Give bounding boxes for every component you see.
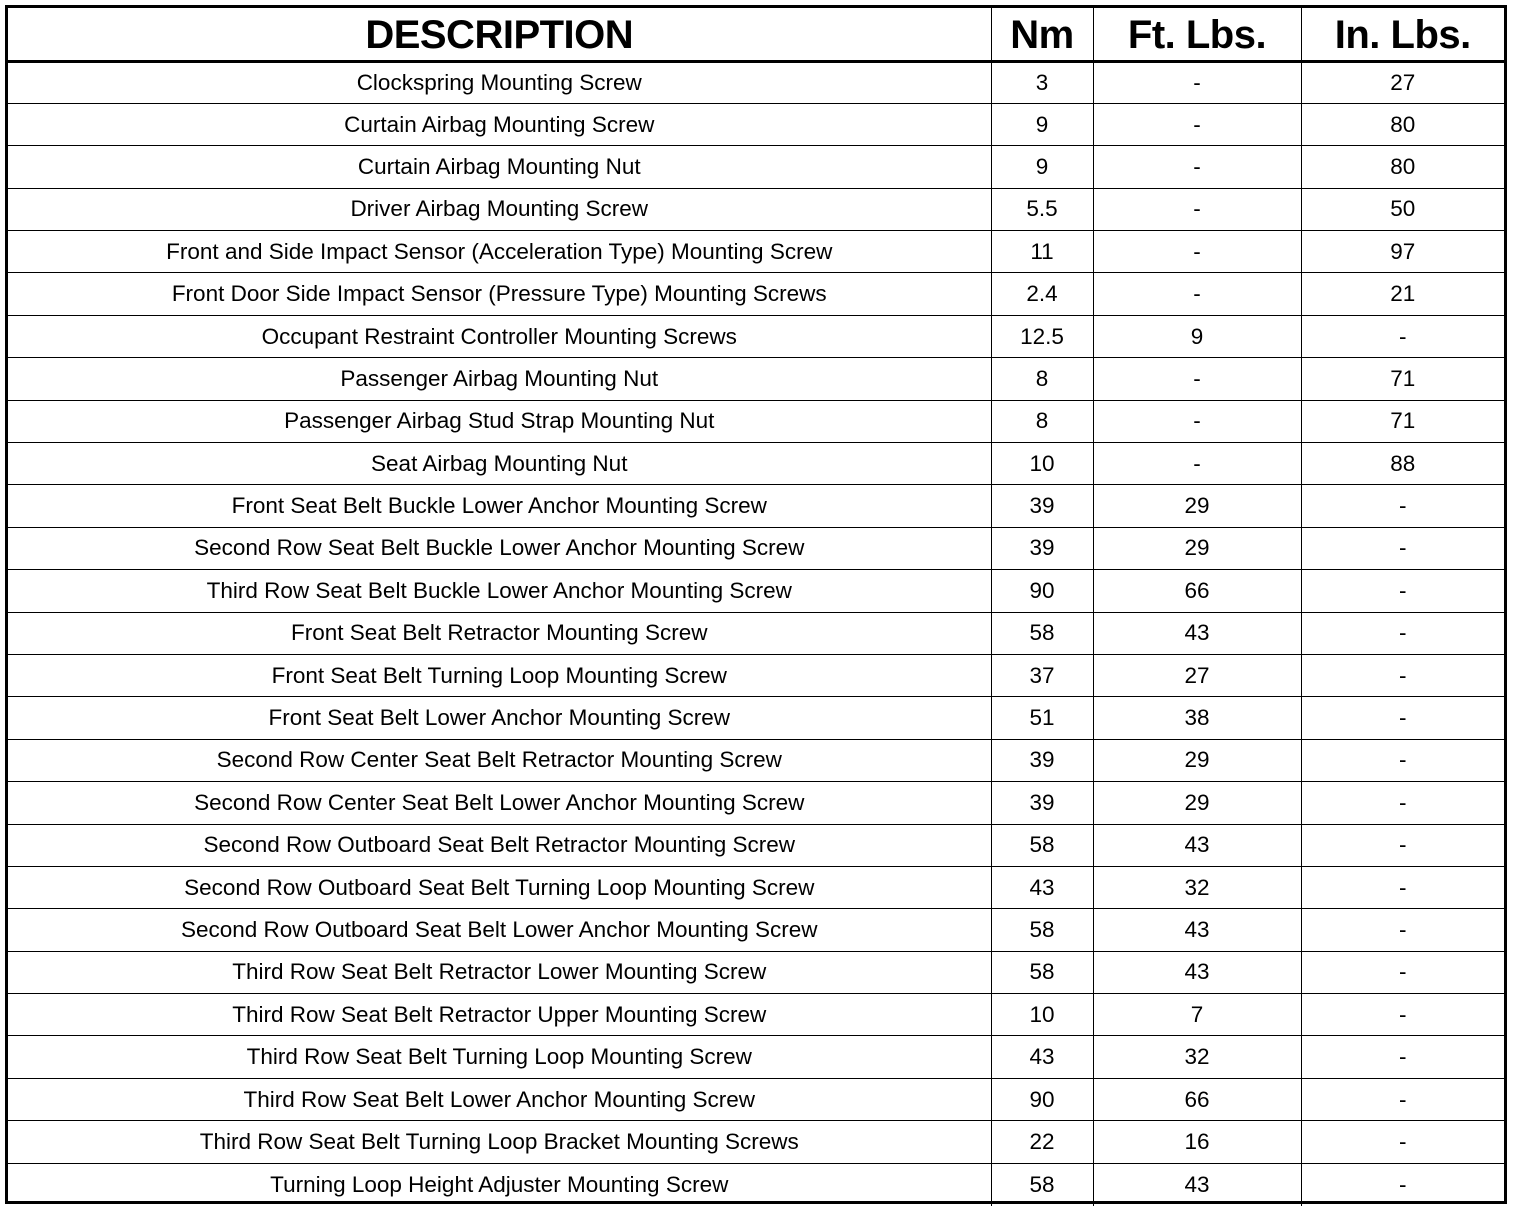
cell-in-lbs: - bbox=[1301, 1078, 1504, 1120]
cell-description: Second Row Center Seat Belt Lower Anchor Mounting Screw bbox=[8, 782, 991, 824]
cell-ft-lbs: - bbox=[1093, 188, 1301, 230]
cell-ft-lbs: - bbox=[1093, 146, 1301, 188]
cell-in-lbs: - bbox=[1301, 1121, 1504, 1163]
cell-nm: 37 bbox=[991, 654, 1093, 696]
cell-ft-lbs: 38 bbox=[1093, 697, 1301, 739]
cell-description: Curtain Airbag Mounting Nut bbox=[8, 146, 991, 188]
cell-in-lbs: - bbox=[1301, 485, 1504, 527]
cell-in-lbs: - bbox=[1301, 527, 1504, 569]
table-row bbox=[8, 612, 1504, 654]
cell-in-lbs: 97 bbox=[1301, 231, 1504, 273]
cell-description: Passenger Airbag Mounting Nut bbox=[8, 358, 991, 400]
table-row bbox=[8, 103, 1504, 145]
cell-in-lbs: - bbox=[1301, 697, 1504, 739]
table-row bbox=[8, 994, 1504, 1036]
cell-nm: 39 bbox=[991, 527, 1093, 569]
table-row bbox=[8, 951, 1504, 993]
cell-nm: 10 bbox=[991, 994, 1093, 1036]
table-row bbox=[8, 231, 1504, 273]
cell-nm: 9 bbox=[991, 146, 1093, 188]
cell-in-lbs: - bbox=[1301, 994, 1504, 1036]
torque-spec-sheet bbox=[5, 5, 1507, 1204]
table-row bbox=[8, 358, 1504, 400]
cell-ft-lbs: 66 bbox=[1093, 570, 1301, 612]
torque-spec-table bbox=[8, 8, 1504, 1206]
table-row bbox=[8, 400, 1504, 442]
cell-description: Third Row Seat Belt Retractor Lower Mounting Screw bbox=[8, 951, 991, 993]
cell-in-lbs: - bbox=[1301, 909, 1504, 951]
cell-ft-lbs: - bbox=[1093, 231, 1301, 273]
cell-description: Third Row Seat Belt Lower Anchor Mounting Screw bbox=[8, 1078, 991, 1120]
cell-nm: 58 bbox=[991, 612, 1093, 654]
cell-ft-lbs: 43 bbox=[1093, 909, 1301, 951]
cell-ft-lbs: 43 bbox=[1093, 612, 1301, 654]
cell-in-lbs: - bbox=[1301, 654, 1504, 696]
cell-ft-lbs: - bbox=[1093, 61, 1301, 103]
cell-description: Clockspring Mounting Screw bbox=[8, 61, 991, 103]
cell-description: Second Row Outboard Seat Belt Lower Anchor Mounting Screw bbox=[8, 909, 991, 951]
cell-nm: 11 bbox=[991, 231, 1093, 273]
cell-description: Second Row Outboard Seat Belt Retractor Mounting Screw bbox=[8, 824, 991, 866]
table-row bbox=[8, 782, 1504, 824]
cell-ft-lbs: - bbox=[1093, 273, 1301, 315]
cell-description: Front and Side Impact Sensor (Acceleration Type) Mounting Screw bbox=[8, 231, 991, 273]
cell-nm: 58 bbox=[991, 1163, 1093, 1205]
cell-nm: 8 bbox=[991, 358, 1093, 400]
cell-in-lbs: 27 bbox=[1301, 61, 1504, 103]
cell-description: Second Row Center Seat Belt Retractor Mounting Screw bbox=[8, 739, 991, 781]
cell-in-lbs: - bbox=[1301, 824, 1504, 866]
cell-ft-lbs: 43 bbox=[1093, 1163, 1301, 1205]
cell-ft-lbs: 29 bbox=[1093, 739, 1301, 781]
cell-ft-lbs: 29 bbox=[1093, 782, 1301, 824]
cell-description: Third Row Seat Belt Turning Loop Bracket Mounting Screws bbox=[8, 1121, 991, 1163]
cell-ft-lbs: 32 bbox=[1093, 1036, 1301, 1078]
cell-nm: 58 bbox=[991, 909, 1093, 951]
cell-ft-lbs: 16 bbox=[1093, 1121, 1301, 1163]
cell-nm: 39 bbox=[991, 485, 1093, 527]
table-row bbox=[8, 866, 1504, 908]
cell-nm: 51 bbox=[991, 697, 1093, 739]
cell-nm: 5.5 bbox=[991, 188, 1093, 230]
cell-description: Turning Loop Height Adjuster Mounting Screw bbox=[8, 1163, 991, 1205]
cell-description: Third Row Seat Belt Buckle Lower Anchor Mounting Screw bbox=[8, 570, 991, 612]
cell-ft-lbs: 43 bbox=[1093, 824, 1301, 866]
cell-in-lbs: 71 bbox=[1301, 400, 1504, 442]
table-row bbox=[8, 697, 1504, 739]
cell-in-lbs: 50 bbox=[1301, 188, 1504, 230]
cell-nm: 90 bbox=[991, 570, 1093, 612]
cell-ft-lbs: 66 bbox=[1093, 1078, 1301, 1120]
table-body bbox=[8, 61, 1504, 1206]
cell-in-lbs: - bbox=[1301, 866, 1504, 908]
table-row bbox=[8, 1078, 1504, 1120]
cell-ft-lbs: 7 bbox=[1093, 994, 1301, 1036]
table-row bbox=[8, 570, 1504, 612]
cell-nm: 58 bbox=[991, 824, 1093, 866]
cell-description: Front Seat Belt Lower Anchor Mounting Screw bbox=[8, 697, 991, 739]
cell-description: Seat Airbag Mounting Nut bbox=[8, 443, 991, 485]
cell-in-lbs: - bbox=[1301, 1036, 1504, 1078]
cell-in-lbs: 80 bbox=[1301, 103, 1504, 145]
cell-description: Front Door Side Impact Sensor (Pressure Type) Mounting Screws bbox=[8, 273, 991, 315]
cell-description: Front Seat Belt Buckle Lower Anchor Mounting Screw bbox=[8, 485, 991, 527]
table-row bbox=[8, 909, 1504, 951]
table-row bbox=[8, 1036, 1504, 1078]
cell-ft-lbs: 9 bbox=[1093, 315, 1301, 357]
table-row bbox=[8, 654, 1504, 696]
cell-description: Second Row Seat Belt Buckle Lower Anchor Mounting Screw bbox=[8, 527, 991, 569]
table-row bbox=[8, 824, 1504, 866]
cell-ft-lbs: 27 bbox=[1093, 654, 1301, 696]
cell-in-lbs: - bbox=[1301, 1163, 1504, 1205]
cell-description: Front Seat Belt Turning Loop Mounting Screw bbox=[8, 654, 991, 696]
table-row bbox=[8, 61, 1504, 103]
cell-nm: 39 bbox=[991, 739, 1093, 781]
cell-ft-lbs: - bbox=[1093, 400, 1301, 442]
table-row bbox=[8, 485, 1504, 527]
table-row bbox=[8, 273, 1504, 315]
cell-nm: 90 bbox=[991, 1078, 1093, 1120]
header-description: DESCRIPTION bbox=[8, 8, 991, 61]
cell-description: Second Row Outboard Seat Belt Turning Loop Mounting Screw bbox=[8, 866, 991, 908]
header-nm: Nm bbox=[991, 8, 1093, 61]
cell-nm: 39 bbox=[991, 782, 1093, 824]
table-row bbox=[8, 527, 1504, 569]
table-row bbox=[8, 1121, 1504, 1163]
cell-in-lbs: - bbox=[1301, 315, 1504, 357]
cell-nm: 2.4 bbox=[991, 273, 1093, 315]
table-header-row bbox=[8, 8, 1504, 61]
cell-in-lbs: 88 bbox=[1301, 443, 1504, 485]
cell-in-lbs: - bbox=[1301, 739, 1504, 781]
cell-ft-lbs: - bbox=[1093, 443, 1301, 485]
cell-in-lbs: - bbox=[1301, 782, 1504, 824]
table-row bbox=[8, 315, 1504, 357]
cell-nm: 22 bbox=[991, 1121, 1093, 1163]
cell-description: Passenger Airbag Stud Strap Mounting Nut bbox=[8, 400, 991, 442]
cell-description: Occupant Restraint Controller Mounting Screws bbox=[8, 315, 991, 357]
cell-nm: 10 bbox=[991, 443, 1093, 485]
cell-description: Third Row Seat Belt Turning Loop Mounting Screw bbox=[8, 1036, 991, 1078]
cell-nm: 43 bbox=[991, 1036, 1093, 1078]
cell-description: Front Seat Belt Retractor Mounting Screw bbox=[8, 612, 991, 654]
cell-nm: 9 bbox=[991, 103, 1093, 145]
table-row bbox=[8, 739, 1504, 781]
table-row bbox=[8, 146, 1504, 188]
cell-description: Third Row Seat Belt Retractor Upper Mounting Screw bbox=[8, 994, 991, 1036]
cell-in-lbs: 71 bbox=[1301, 358, 1504, 400]
cell-ft-lbs: - bbox=[1093, 358, 1301, 400]
cell-in-lbs: 21 bbox=[1301, 273, 1504, 315]
header-in-lbs: In. Lbs. bbox=[1301, 8, 1504, 61]
table-row bbox=[8, 1163, 1504, 1205]
cell-nm: 8 bbox=[991, 400, 1093, 442]
table-row bbox=[8, 188, 1504, 230]
cell-ft-lbs: 32 bbox=[1093, 866, 1301, 908]
cell-in-lbs: 80 bbox=[1301, 146, 1504, 188]
table-row bbox=[8, 443, 1504, 485]
cell-in-lbs: - bbox=[1301, 570, 1504, 612]
cell-nm: 12.5 bbox=[991, 315, 1093, 357]
cell-ft-lbs: - bbox=[1093, 103, 1301, 145]
cell-nm: 3 bbox=[991, 61, 1093, 103]
cell-in-lbs: - bbox=[1301, 612, 1504, 654]
cell-description: Curtain Airbag Mounting Screw bbox=[8, 103, 991, 145]
cell-in-lbs: - bbox=[1301, 951, 1504, 993]
cell-nm: 58 bbox=[991, 951, 1093, 993]
cell-ft-lbs: 43 bbox=[1093, 951, 1301, 993]
cell-ft-lbs: 29 bbox=[1093, 485, 1301, 527]
cell-nm: 43 bbox=[991, 866, 1093, 908]
cell-ft-lbs: 29 bbox=[1093, 527, 1301, 569]
cell-description: Driver Airbag Mounting Screw bbox=[8, 188, 991, 230]
header-ft-lbs: Ft. Lbs. bbox=[1093, 8, 1301, 61]
